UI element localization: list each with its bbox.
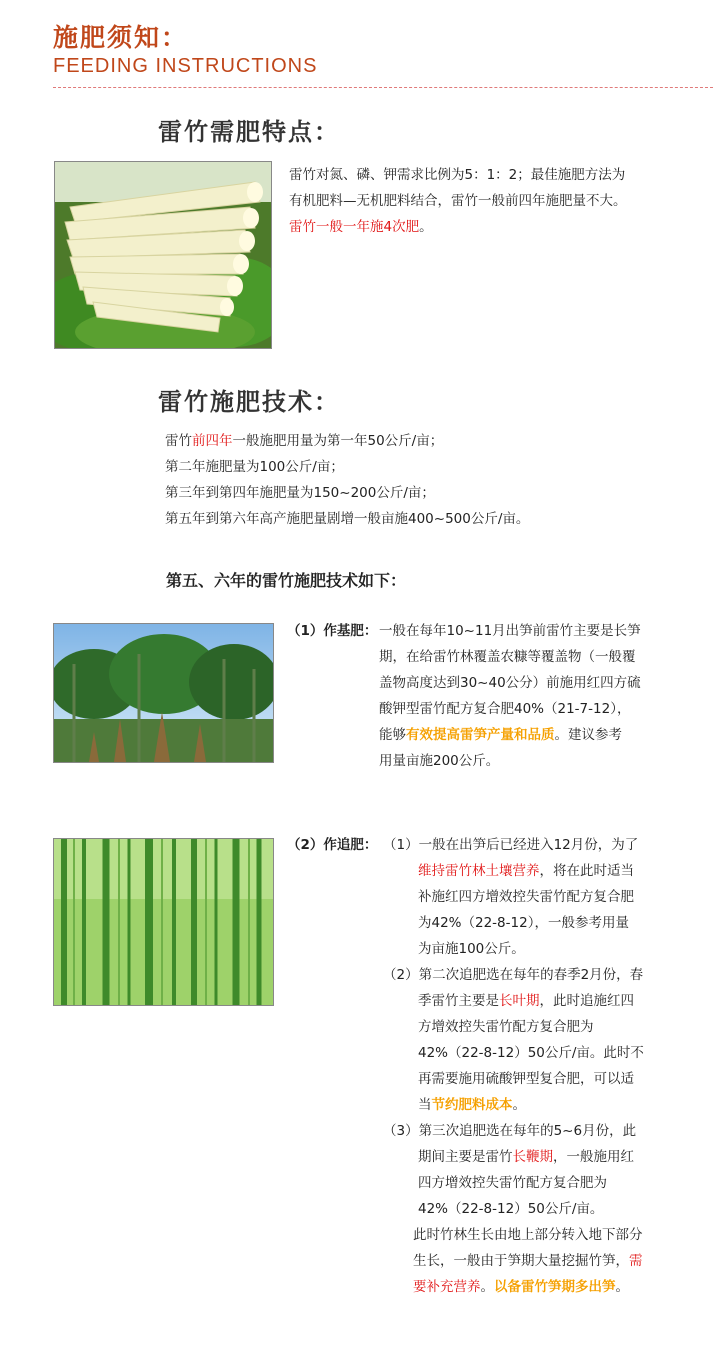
text-line: 第三年到第四年施肥量为150~200公斤/亩；	[165, 485, 435, 501]
text-span: 一般施肥用量为第一年50公斤/亩；	[232, 433, 444, 449]
text-span: 当	[418, 1097, 432, 1113]
text-line: 有机肥料—无机肥料结合，雷竹一般前四年施肥量不大。	[289, 193, 627, 209]
text-span: 能够	[379, 727, 406, 743]
text-line	[165, 428, 705, 454]
text-line: 酸钾型雷竹配方复合肥40%（21-7-12），	[379, 701, 631, 717]
text-line: 盖物高度达到30~40公分）前施用红四方硫	[379, 675, 641, 691]
text-line: （1）一般在出笋后已经进入12月份，为了	[383, 837, 639, 853]
bamboo-forest-image-1	[53, 623, 274, 763]
top-dressing-item-2	[383, 962, 703, 1118]
highlight-orange: 有效提高雷笋产量和品质	[406, 727, 555, 743]
text-span: 。	[512, 1097, 526, 1113]
highlight-red: 长鞭期	[512, 1149, 553, 1165]
page-title: 施肥须知：	[53, 23, 189, 52]
text-line	[289, 214, 719, 240]
base-fertilizer-label	[287, 618, 382, 644]
top-dressing-note	[413, 1222, 713, 1300]
text-line: 此时竹林生长由地上部分转入地下部分	[413, 1227, 643, 1243]
highlight-orange: 节约肥料成本	[431, 1097, 513, 1113]
text-line	[383, 1092, 703, 1118]
text-span: ，将在此时适当	[539, 863, 634, 879]
text-line: 补施红四方增效控失雷竹配方复合肥	[418, 889, 634, 905]
text-line: 42%（22-8-12）50公斤/亩。此时不	[418, 1045, 644, 1061]
text-line	[383, 1144, 703, 1170]
text-line: 为亩施100公斤。	[418, 941, 525, 957]
base-fertilizer-text	[379, 618, 709, 774]
technique-text	[165, 428, 705, 532]
text-span: 。	[480, 1279, 494, 1295]
text-line	[379, 722, 709, 748]
highlight-red: 维持雷竹林土壤营养	[418, 863, 540, 879]
text-line: （2）第二次追肥选在每年的春季2月份，春	[383, 967, 644, 983]
section-heading-characteristics: 雷竹需肥特点：	[158, 118, 340, 146]
text-line: 用量亩施200公斤。	[379, 753, 500, 769]
text-line: （3）第三次追肥选在每年的5~6月份，此	[383, 1123, 637, 1139]
text-line	[413, 1274, 713, 1300]
text-line: 四方增效控失雷竹配方复合肥为	[418, 1175, 607, 1191]
text-span: 期间主要是雷竹	[418, 1149, 513, 1165]
bamboo-shoots-image	[54, 161, 272, 349]
label-text: （2）作追肥：	[287, 837, 378, 853]
text-line	[383, 858, 703, 884]
highlight-red: 要补充营养	[413, 1279, 481, 1295]
section-heading-year5-6: 第五、六年的雷竹施肥技术如下：	[166, 571, 407, 590]
text-span: ，一般施用红	[553, 1149, 634, 1165]
highlight-red: 长叶期	[499, 993, 540, 1009]
text-line: 第五年到第六年高产施肥量剧增一般亩施400~500公斤/亩。	[165, 511, 530, 527]
text-span: 季雷竹主要是	[418, 993, 499, 1009]
text-line: 为42%（22-8-12），一般参考用量	[418, 915, 629, 931]
text-line	[413, 1248, 713, 1274]
text-span: 雷竹	[165, 433, 192, 449]
text-line: 再需要施用硫酸钾型复合肥，可以适	[418, 1071, 634, 1087]
top-dressing-label	[287, 832, 382, 858]
highlight-red: 需	[629, 1253, 643, 1269]
characteristics-text	[289, 162, 719, 240]
section-heading-technique: 雷竹施肥技术：	[158, 388, 340, 416]
text-line: 第二年施肥量为100公斤/亩；	[165, 459, 344, 475]
label-text: （1）作基肥：	[287, 623, 378, 639]
header-divider	[53, 87, 713, 88]
top-dressing-item-3	[383, 1118, 703, 1222]
bamboo-forest-image-2	[53, 838, 274, 1006]
text-span: 。	[615, 1279, 629, 1295]
text-line: 方增效控失雷竹配方复合肥为	[418, 1019, 594, 1035]
top-dressing-item-1	[383, 832, 703, 962]
highlight-red: 前四年	[192, 433, 233, 449]
page-subtitle: FEEDING INSTRUCTIONS	[53, 55, 318, 77]
text-span: ，此时追施红四	[539, 993, 634, 1009]
text-line: 一般在每年10~11月出笋前雷竹主要是长笋	[379, 623, 641, 639]
text-span: 。建议参考	[554, 727, 622, 743]
text-span: 生长，一般由于笋期大量挖掘竹笋，	[413, 1253, 629, 1269]
text-span: 。	[419, 219, 433, 235]
highlight-orange: 以备雷竹笋期多出笋	[494, 1279, 616, 1295]
text-line: 期，在给雷竹林覆盖农糠等覆盖物（一般覆	[379, 649, 636, 665]
text-line: 雷竹对氮、磷、钾需求比例为5：1：2；最佳施肥方法为	[289, 167, 626, 183]
highlight-red: 雷竹一般一年施4次肥	[289, 219, 420, 235]
text-line	[383, 988, 703, 1014]
text-line: 42%（22-8-12）50公斤/亩。	[418, 1201, 604, 1217]
